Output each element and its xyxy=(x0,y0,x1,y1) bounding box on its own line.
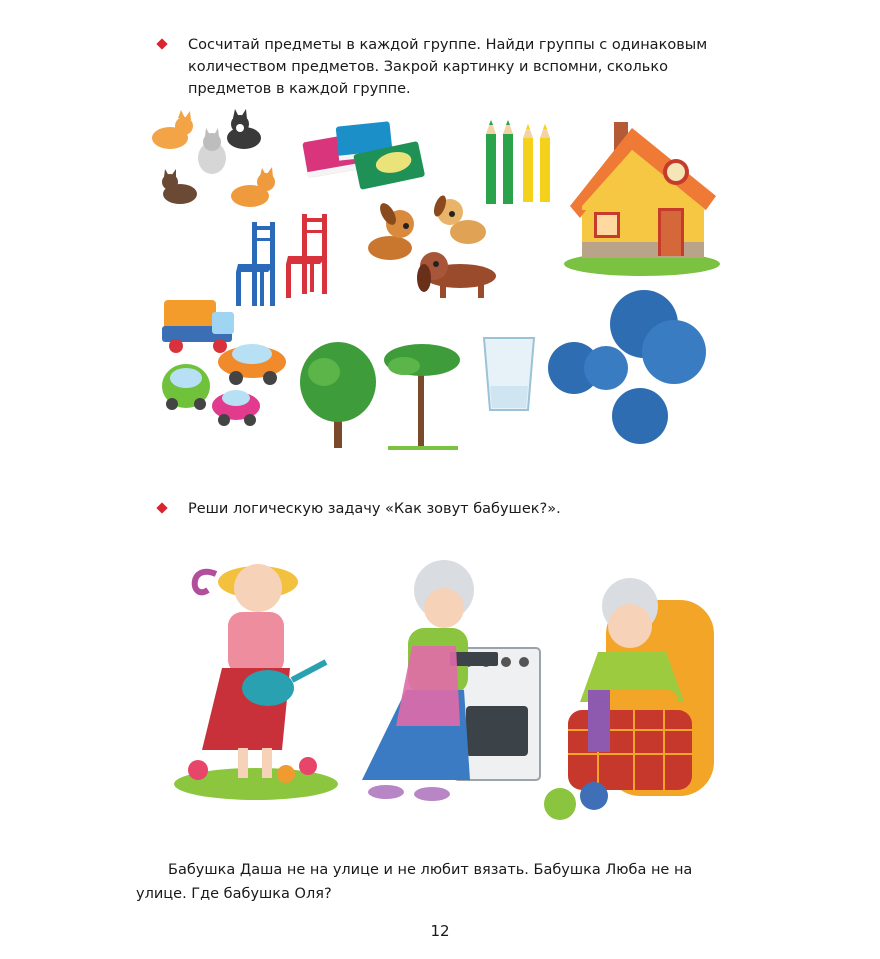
toy-cars-group xyxy=(156,292,290,432)
kitten-3 xyxy=(198,128,226,174)
ball-5 xyxy=(612,388,668,444)
house xyxy=(556,114,720,280)
bullet-icon xyxy=(156,38,167,49)
page-number: 12 xyxy=(430,922,450,940)
kitten-2 xyxy=(227,109,261,149)
ball-4 xyxy=(584,346,628,390)
kitten-4 xyxy=(162,169,197,204)
glass xyxy=(482,334,536,414)
toy-car-pink xyxy=(212,390,260,426)
pencil-yellow-1 xyxy=(523,124,533,202)
grandma-kitchen xyxy=(346,556,542,806)
kittens-group xyxy=(140,108,290,220)
puppy-2 xyxy=(432,194,486,244)
tree-1 xyxy=(300,342,376,448)
kitten-5 xyxy=(231,167,275,207)
task-2-text: Реши логическую задачу «Как зовут бабушек?». xyxy=(188,501,561,517)
chair-red xyxy=(286,214,327,298)
toy-car-green xyxy=(162,364,210,410)
balls-group xyxy=(546,288,712,450)
puppy-1 xyxy=(368,201,414,260)
books-group xyxy=(300,120,428,192)
toy-car-orange xyxy=(218,344,286,385)
toy-truck xyxy=(162,300,234,353)
bullet-icon xyxy=(156,502,167,513)
grandma-knitting xyxy=(538,560,718,830)
puppies-group xyxy=(360,192,510,302)
tree-2 xyxy=(384,344,460,450)
pencil-yellow-2 xyxy=(540,124,550,202)
task-1 xyxy=(158,34,748,100)
ball-2 xyxy=(642,320,706,384)
puppy-3 xyxy=(417,252,496,298)
question-text: Бабушка Даша не на улице и не любит вязать. Бабушка Люба не на улице. Где бабушка Оля? xyxy=(136,862,693,902)
grandma-garden xyxy=(168,538,346,806)
trees-group xyxy=(296,336,466,454)
kitten-1 xyxy=(152,110,193,149)
task-1-text: Сосчитай предметы в каждой группе. Найди группы с одинаковым количеством предметов. Закрой картинку и вспомни, сколько предметов в каждой группе. xyxy=(188,37,708,97)
task-2 xyxy=(158,498,748,520)
